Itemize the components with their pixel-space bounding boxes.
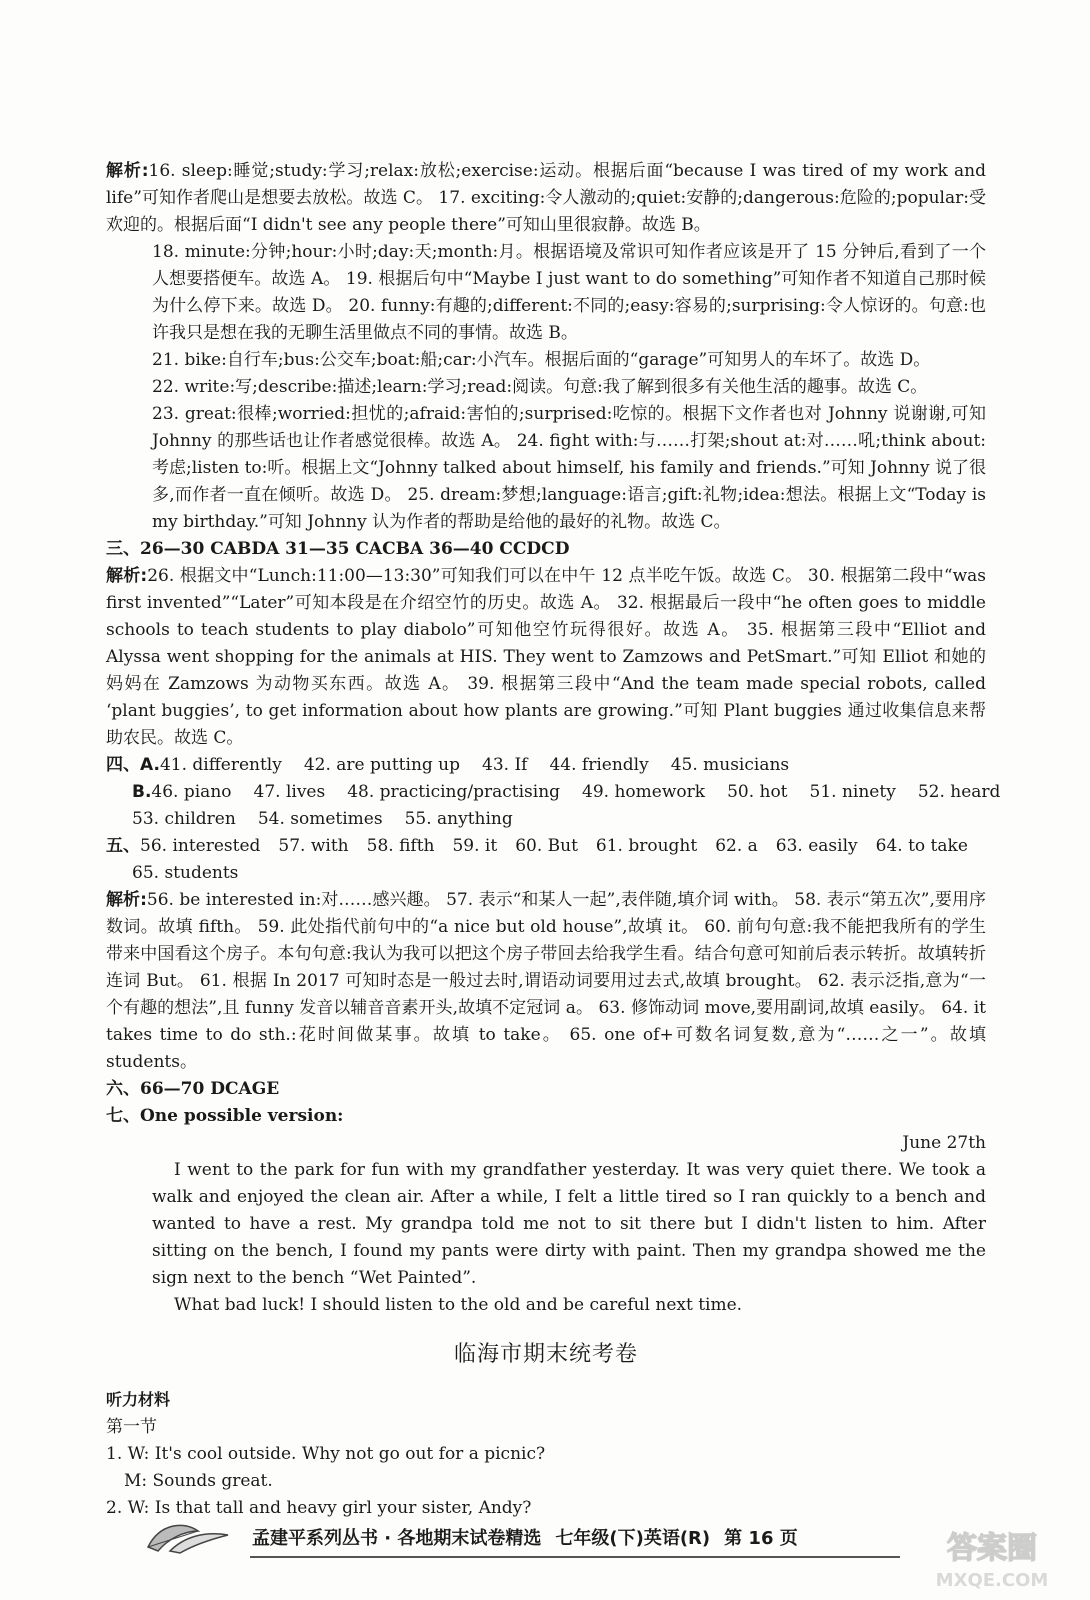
section-label: 七、: [106, 1106, 140, 1126]
answer: 45. musicians: [670, 755, 790, 775]
analysis-line: 16. sleep:睡觉;study:学习;relax:放松;exercise:运动。根据后面“because I was tired of my work and life”可知作者爬山是想要去放松。故选 C。 17. exciting:令人激动的;quiet:安静的;dangerous:危险的;popular:受欢迎的。根据后面“I didn't see any people there”可知山里很寂静。故选 B。: [106, 161, 986, 235]
answer: 62. a: [715, 836, 758, 856]
answer: 56. interested: [140, 836, 261, 856]
answer: 59. it: [452, 836, 498, 856]
analysis-line: 22. write:写;describe:描述;learn:学习;read:阅读。句意:我了解到很多有关他生活的趣事。故选 C。: [152, 377, 928, 397]
essay-title: One possible version:: [140, 1106, 344, 1126]
watermark-logo-icon: [902, 1516, 1082, 1596]
answer: 48. practicing/practising: [347, 782, 561, 802]
answer: 57. with: [278, 836, 349, 856]
part-heading: 第一节: [106, 1417, 157, 1437]
footer-series: 孟建平系列丛书 · 各地期末试卷精选: [252, 1528, 542, 1549]
answer: 49. homework: [582, 782, 706, 802]
listening-heading: 听力材料: [106, 1390, 171, 1409]
part6-answers: [106, 1076, 986, 1103]
leaf-logo-icon: [140, 1517, 240, 1557]
analysis-text: 56. be interested in:对……感兴趣。 57. 表示“和某人一起”,表伴随,填介词 with。 58. 表示“第五次”,要用序数词。故填 fifth。 59. 此处指代前句中的“a nice but old house”,故填 it。 60. 前句句意:我不能把我所有的学生带来中国看这个房子。本句句意:我认为我可以把这个房子带回去给我学生看。结合句意可知前后表示转折。故填转折连词 But。 61. 根据 In 2017 可知时态是一般过去时,谓语动词要用过去式,故填 brought。 62. 表示泛指,意为“一个有趣的想法”,且 funny 发音以辅音音素开头,故填不定冠词 a。 63. 修饰动词 move,要用副词,故填 easily。 64. it takes time to do sth.:花时间做某事。故填 to take。 65. one of+可数名词复数,意为“……之一”。故填 students。: [106, 890, 986, 1072]
section-label: 四、: [106, 755, 140, 775]
analysis-line: 21. bike:自行车;bus:公交车;boat:船;car:小汽车。根据后面的“garage”可知男人的车坏了。故选 D。: [152, 350, 931, 370]
part7-heading: [106, 1103, 986, 1130]
part4-a-row: [106, 752, 986, 779]
answer: 63. easily: [775, 836, 858, 856]
dialogue-line: 1. W: It's cool outside. Why not go out for a picnic?: [106, 1444, 546, 1464]
answer-key: 26—30 CABDA 31—35 CACBA 36—40 CCDCD: [140, 539, 570, 559]
essay-paragraph: I went to the park for fun with my grandfather yesterday. It was very quiet there. We took a walk and enjoyed the clean air. After a while, I felt a little tired so I ran quickly to a bench and wanted to have a rest. My grandpa told me not to sit there but I didn't listen to him. After sitting on the bench, I found my pants were dirty with paint. Then my grandpa showed me the sign next to the bench “Wet Painted”.: [152, 1160, 986, 1288]
answer: 60. But: [515, 836, 578, 856]
subsection-label: B.: [132, 782, 152, 802]
watermark-text: MXQE.COM: [935, 1570, 1049, 1591]
analysis-line: 23. great:很棒;worried:担忧的;afraid:害怕的;surprised:吃惊的。根据下文作者也对 Johnny 说谢谢,可知 Johnny 的那些话也让作者感觉很棒。故选 A。 24. fight with:与……打架;shout at:对……吼;think about:考虑;listen to:听。根据上文“Johnny talked about himself, his family and friends.”可知 Johnny 说了很多,而作者一直在倾听。故选 D。 25. dream:梦想;language:语言;gift:礼物;idea:想法。根据上文“Today is my birthday.”可知 Johnny 认为作者的帮助是给他的最好的礼物。故选 C。: [152, 404, 986, 532]
answer: 51. ninety: [809, 782, 896, 802]
answer: 61. brought: [595, 836, 698, 856]
answer: 41. differently: [159, 755, 282, 775]
analysis-label: 解析:: [106, 890, 147, 910]
analysis-part2: [106, 158, 986, 239]
page-footer: [140, 1514, 900, 1560]
dialogue-line: 2. W: Is that tall and heavy girl your sister, Andy?: [106, 1498, 532, 1518]
essay: [106, 1157, 986, 1319]
part3-answers: [106, 536, 986, 563]
answer: 64. to take: [875, 836, 968, 856]
answer: 55. anything: [404, 809, 513, 829]
part4-b2-row: [106, 806, 986, 833]
section-label: 六、: [106, 1079, 140, 1099]
footer-rule: [250, 1556, 900, 1558]
essay-date: June 27th: [902, 1133, 986, 1153]
analysis-line: 18. minute:分钟;hour:小时;day:天;month:月。根据语境及常识可知作者应该是开了 15 分钟后,看到了一个人想要搭便车。故选 A。 19. 根据后句中“Maybe I just want to do something”可知作者不知道自己那时候为什么停下来。故选 D。 20. funny:有趣的;different:不同的;easy:容易的;surprising:令人惊讶的。句意:也许我只是想在我的无聊生活里做点不同的事情。故选 B。: [152, 242, 986, 343]
analysis-part5: [106, 887, 986, 1076]
dialogue-line: M: Sounds great.: [124, 1471, 273, 1491]
answer: 65. students: [132, 863, 239, 883]
footer-grade: 七年级(下)英语(R): [555, 1528, 711, 1549]
analysis-label: 解析:: [106, 161, 149, 181]
answer: 44. friendly: [549, 755, 649, 775]
answer: 53. children: [132, 809, 236, 829]
section-label: 三、: [106, 539, 140, 559]
exam-title: 临海市期末统考卷: [453, 1342, 638, 1367]
section-label: 五、: [106, 836, 140, 856]
answer: 46. piano: [151, 782, 232, 802]
answer-content: [106, 158, 1001, 1522]
essay-paragraph: What bad luck! I should listen to the old and be careful next time.: [174, 1295, 743, 1315]
part5-row2: [106, 860, 986, 887]
answer-key: 66—70 DCAGE: [140, 1079, 280, 1099]
answer: 42. are putting up: [303, 755, 461, 775]
answer: 43. If: [482, 755, 528, 775]
footer-page: 第 16 页: [724, 1528, 798, 1549]
answer: 52. heard: [917, 782, 1001, 802]
analysis-label: 解析:: [106, 566, 148, 586]
analysis-text: 26. 根据文中“Lunch:11:00—13:30”可知我们可以在中午 12 点半吃午饭。故选 C。 30. 根据第二段中“was first invented”“Later”可知本段是在介绍空竹的历史。故选 A。 32. 根据最后一段中“he often goes to middle schools to teach students to play diabolo”可知他空竹玩得很好。故选 A。 35. 根据第三段中“Elliot and Alyssa went shopping for the animals at HIS. They went to Zamzows and PetSmart.”可知 Elliot 和她的妈妈在 Zamzows 为动物买东西。故选 A。 39. 根据第三段中“And the team made special robots, called ‘plant buggies’, to get information about how plants are growing.”可知 Plant buggies 通过收集信息来帮助农民。故选 C。: [106, 566, 986, 748]
svg-text:答案圈: 答案圈: [947, 1531, 1037, 1566]
part5-row: [106, 833, 986, 860]
answer: 50. hot: [727, 782, 788, 802]
part4-b-row: [106, 779, 1001, 806]
answer: 54. sometimes: [257, 809, 383, 829]
subsection-label: A.: [140, 755, 160, 775]
answer: 47. lives: [253, 782, 326, 802]
answer: 58. fifth: [366, 836, 435, 856]
analysis-part3: [106, 563, 986, 752]
